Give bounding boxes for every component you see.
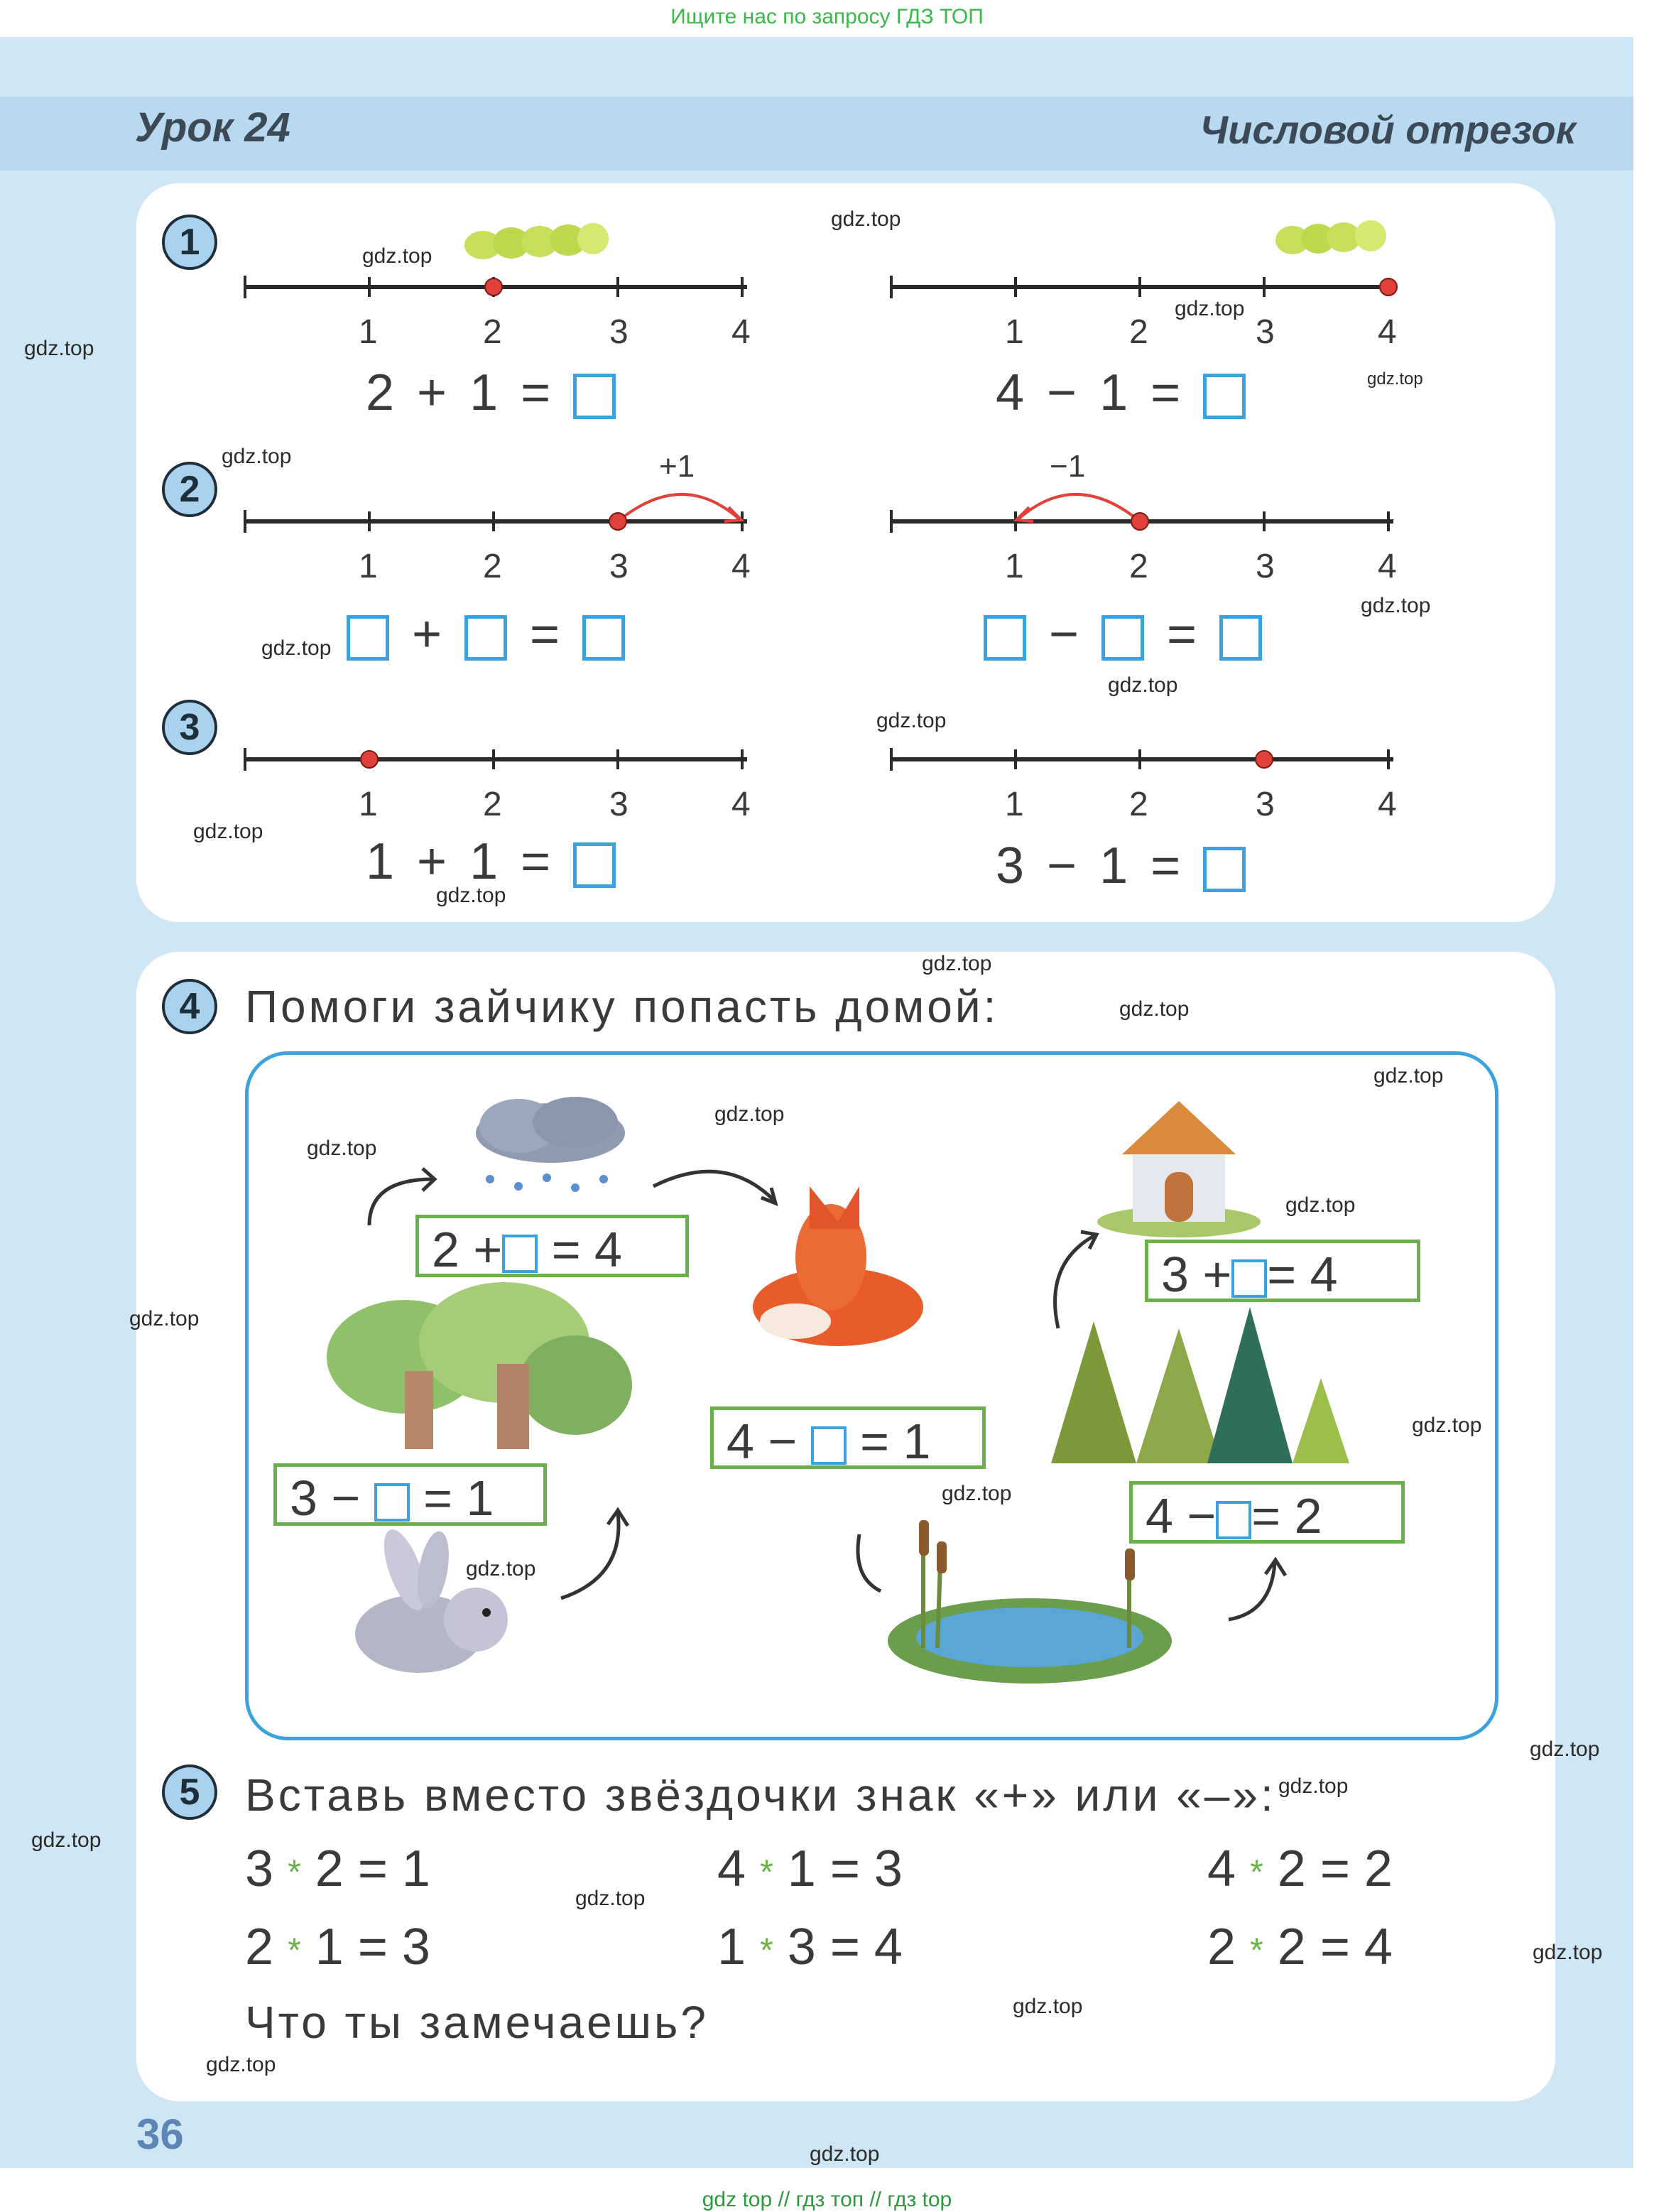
equation-left: 4 − bbox=[727, 1414, 798, 1469]
task-2-badge: 2 bbox=[162, 462, 217, 517]
task-3-right-number-line bbox=[888, 728, 1399, 785]
task-5-badge: 5 bbox=[162, 1764, 217, 1820]
watermark: gdz.top bbox=[1175, 297, 1245, 320]
task-1-badge: 1 bbox=[162, 215, 217, 270]
task-2-left-number-line bbox=[241, 490, 753, 547]
equals-sign: = bbox=[1167, 606, 1197, 663]
answer-box[interactable] bbox=[582, 615, 625, 661]
tick-label: 1 bbox=[359, 548, 378, 585]
operand: 3 bbox=[996, 837, 1025, 894]
watermark: gdz.top bbox=[942, 1482, 1012, 1505]
tick-label: 4 bbox=[731, 313, 751, 351]
maze-equation-box bbox=[273, 1463, 547, 1526]
operand: 1 bbox=[717, 1919, 746, 1975]
tick-label: 4 bbox=[1378, 548, 1397, 585]
equation-left: 3 + bbox=[1161, 1247, 1232, 1302]
tick-label: 3 bbox=[1256, 786, 1275, 823]
expression-rest: 2 = 1 bbox=[315, 1840, 430, 1897]
task-1-left-equation bbox=[366, 364, 616, 422]
watermark: gdz.top bbox=[575, 1887, 646, 1910]
operand: 4 bbox=[996, 364, 1025, 421]
expression-rest: 2 = 4 bbox=[1277, 1919, 1393, 1975]
operand: 1 bbox=[1099, 837, 1128, 894]
task-1-right-number-line bbox=[888, 256, 1399, 313]
tick-label: 1 bbox=[359, 313, 378, 351]
equation-left: 4 − bbox=[1146, 1488, 1217, 1544]
watermark: gdz.top bbox=[307, 1137, 377, 1160]
operator: + bbox=[417, 364, 447, 421]
watermark: gdz.top bbox=[362, 244, 432, 268]
answer-box[interactable] bbox=[374, 1483, 410, 1522]
task-4-badge: 4 bbox=[162, 979, 217, 1034]
equals-sign: = bbox=[1150, 837, 1181, 894]
caterpillar-icon bbox=[1271, 210, 1392, 260]
operand: 2 bbox=[366, 364, 395, 421]
caterpillar-icon bbox=[455, 213, 611, 263]
star-placeholder[interactable]: * bbox=[288, 1853, 301, 1892]
maze-equation-box bbox=[1129, 1481, 1405, 1544]
operand: 4 bbox=[1207, 1840, 1236, 1897]
star-placeholder[interactable]: * bbox=[288, 1931, 301, 1970]
answer-box[interactable] bbox=[347, 615, 389, 661]
answer-box[interactable] bbox=[1231, 1259, 1267, 1298]
answer-box[interactable] bbox=[1203, 374, 1246, 419]
task-2-right-number-line bbox=[888, 490, 1399, 547]
tick-label: 1 bbox=[1005, 548, 1024, 585]
top-banner[interactable]: Ищите нас по запросу ГДЗ ТОП bbox=[670, 5, 984, 28]
tick-label: 4 bbox=[731, 786, 751, 823]
star-placeholder[interactable]: * bbox=[1250, 1931, 1263, 1970]
maze-equation-box bbox=[1145, 1240, 1420, 1302]
operand: 2 bbox=[245, 1919, 274, 1975]
task-3-left-equation bbox=[366, 833, 616, 891]
operator: + bbox=[417, 833, 447, 890]
equation-right: = 4 bbox=[1267, 1247, 1338, 1302]
expression-rest: 3 = 4 bbox=[787, 1919, 903, 1975]
task-3-right-equation bbox=[996, 837, 1246, 895]
watermark: gdz.top bbox=[466, 1557, 536, 1581]
watermark: gdz.top bbox=[810, 2142, 880, 2166]
watermark: gdz.top bbox=[206, 2053, 276, 2076]
task-3-left-number-line bbox=[241, 728, 753, 785]
tick-label: 3 bbox=[1256, 313, 1275, 351]
task-2-right-equation bbox=[984, 605, 1262, 663]
task-3-badge: 3 bbox=[162, 700, 217, 755]
watermark: gdz.top bbox=[831, 207, 901, 231]
watermark: gdz.top bbox=[1278, 1774, 1349, 1798]
operand: 2 bbox=[1207, 1919, 1236, 1975]
arc-label: −1 bbox=[1050, 449, 1086, 484]
expression-rest: 1 = 3 bbox=[787, 1840, 903, 1897]
task-5-expression bbox=[245, 1840, 430, 1898]
answer-box[interactable] bbox=[464, 615, 507, 661]
tick-label: 1 bbox=[359, 786, 378, 823]
tick-label: 4 bbox=[731, 548, 751, 585]
watermark: gdz.top bbox=[1412, 1414, 1482, 1437]
operator: + bbox=[412, 606, 442, 663]
watermark: gdz.top bbox=[24, 337, 94, 360]
equation-right: = 1 bbox=[423, 1470, 494, 1526]
task-1-left-number-line bbox=[241, 256, 753, 313]
star-placeholder[interactable]: * bbox=[1250, 1853, 1263, 1892]
tick-label: 3 bbox=[609, 548, 629, 585]
page-number: 36 bbox=[136, 2110, 184, 2158]
tick-label: 2 bbox=[1129, 548, 1148, 585]
operand: 1 bbox=[469, 833, 499, 890]
answer-box[interactable] bbox=[1203, 847, 1246, 892]
answer-box[interactable] bbox=[573, 374, 616, 419]
answer-box[interactable] bbox=[984, 615, 1026, 661]
task-5-expression bbox=[1207, 1840, 1393, 1898]
watermark: gdz.top bbox=[922, 952, 992, 975]
equals-sign: = bbox=[1150, 364, 1181, 421]
star-placeholder[interactable]: * bbox=[760, 1853, 773, 1892]
watermark: gdz.top bbox=[1013, 1995, 1083, 2018]
operand: 1 bbox=[366, 833, 395, 890]
watermark: gdz.top bbox=[436, 884, 506, 907]
bottom-banner[interactable]: gdz top // гдз топ // гдз top bbox=[702, 2188, 952, 2211]
operand: 3 bbox=[245, 1840, 274, 1897]
watermark: gdz.top bbox=[1361, 594, 1431, 617]
tick-label: 1 bbox=[1005, 786, 1024, 823]
task-5-text: Вставь вместо звёздочки знак «+» или «–»: bbox=[245, 1769, 1276, 1821]
maze-equation-box bbox=[415, 1215, 689, 1277]
watermark: gdz.top bbox=[31, 1828, 102, 1852]
answer-box[interactable] bbox=[1101, 615, 1144, 661]
expression-rest: 1 = 3 bbox=[315, 1919, 430, 1975]
arc-label: +1 bbox=[659, 449, 695, 484]
answer-box[interactable] bbox=[502, 1235, 538, 1273]
watermark: gdz.top bbox=[1533, 1941, 1603, 1964]
operator: − bbox=[1047, 364, 1077, 421]
equation-right: = 1 bbox=[860, 1414, 931, 1469]
task-4-text: Помоги зайчику попасть домой: bbox=[245, 981, 999, 1032]
tick-label: 2 bbox=[483, 548, 502, 585]
task-2-left-equation bbox=[347, 605, 625, 663]
watermark: gdz.top bbox=[1108, 673, 1178, 697]
maze-equation-box bbox=[710, 1406, 986, 1469]
watermark: gdz.top bbox=[1285, 1193, 1356, 1217]
tick-label: 2 bbox=[1129, 313, 1148, 351]
tick-label: 2 bbox=[483, 786, 502, 823]
tick-label: 4 bbox=[1378, 786, 1397, 823]
watermark: gdz.top bbox=[129, 1307, 200, 1330]
watermark: gdz.top bbox=[1119, 997, 1190, 1021]
equals-sign: = bbox=[521, 833, 551, 890]
operand: 1 bbox=[1099, 364, 1128, 421]
task-5-expression bbox=[245, 1918, 430, 1976]
watermark: gdz.top bbox=[1373, 1064, 1444, 1088]
operand: 4 bbox=[717, 1840, 746, 1897]
topic-title: Числовой отрезок bbox=[1199, 107, 1576, 152]
tick-label: 1 bbox=[1005, 313, 1024, 351]
operand: 1 bbox=[469, 364, 499, 421]
tick-label: 3 bbox=[1256, 548, 1275, 585]
equation-right: = 2 bbox=[1251, 1488, 1322, 1544]
task-5-expression bbox=[717, 1840, 903, 1898]
equals-sign: = bbox=[530, 606, 560, 663]
task-5-expression bbox=[1207, 1918, 1393, 1976]
expression-rest: 2 = 2 bbox=[1277, 1840, 1393, 1897]
tick-label: 3 bbox=[609, 313, 629, 351]
task-1-right-equation bbox=[996, 364, 1246, 422]
tick-label: 2 bbox=[1129, 786, 1148, 823]
equation-left: 3 − bbox=[290, 1470, 361, 1526]
watermark: gdz.top bbox=[193, 820, 263, 843]
operator: − bbox=[1047, 837, 1077, 894]
equation-left: 2 + bbox=[432, 1222, 503, 1277]
tick-label: 2 bbox=[483, 313, 502, 351]
equation-right: = 4 bbox=[551, 1222, 622, 1277]
answer-box[interactable] bbox=[811, 1426, 847, 1465]
task-5-expression bbox=[717, 1918, 903, 1976]
tick-label: 4 bbox=[1378, 313, 1397, 351]
star-placeholder[interactable]: * bbox=[760, 1931, 773, 1970]
equals-sign: = bbox=[521, 364, 551, 421]
lesson-title: Урок 24 bbox=[135, 104, 290, 151]
answer-box[interactable] bbox=[1216, 1501, 1251, 1539]
tick-label: 3 bbox=[609, 786, 629, 823]
watermark: gdz.top bbox=[222, 445, 292, 468]
answer-box[interactable] bbox=[573, 842, 616, 888]
answer-box[interactable] bbox=[1219, 615, 1262, 661]
watermark: gdz.top bbox=[714, 1102, 785, 1126]
operator: − bbox=[1049, 606, 1079, 663]
watermark: gdz.top bbox=[876, 709, 947, 732]
watermark: gdz.top bbox=[261, 636, 332, 660]
watermark: gdz.top bbox=[1530, 1737, 1600, 1761]
task-5-question: Что ты замечаешь? bbox=[245, 1997, 709, 2048]
watermark: gdz.top bbox=[1367, 369, 1423, 389]
